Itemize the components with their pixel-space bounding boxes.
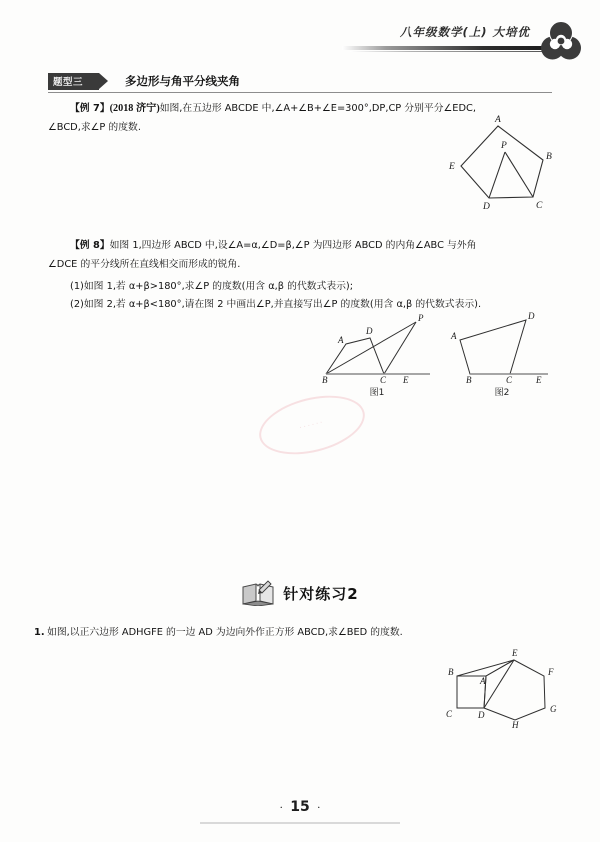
figure-label-E: E: [449, 162, 455, 172]
example-8-question-1: [48, 277, 518, 296]
figure-label-P: P: [501, 141, 507, 151]
hexagon-label-G: G: [550, 704, 557, 714]
example-8-label: 【例 8】: [70, 240, 110, 251]
figure1-label-A: A: [338, 335, 344, 345]
figure-hexagon-ADHGFE: [440, 646, 568, 728]
example-7-source: (2018 济宁): [109, 103, 160, 114]
example-8-q1-text: (1)如图 1,若 α+β>180°,求∠P 的度数(用含 α,β 的代数式表示);: [70, 281, 354, 292]
figure-2: [448, 312, 556, 398]
figure-label-D: D: [483, 202, 490, 212]
footer-dot-left: ·: [279, 800, 284, 814]
hexagon-label-A: A: [480, 676, 486, 686]
header-title: 八年级数学(上) 大培优: [399, 25, 530, 39]
practice-q1-number: 1.: [34, 627, 45, 638]
figure2-label-E: E: [536, 375, 542, 384]
figure-1: [318, 312, 436, 398]
practice-question-1: [34, 623, 514, 642]
hexagon-label-B: B: [448, 667, 454, 677]
example-8-text: [48, 236, 518, 274]
figure1-label-D: D: [366, 326, 373, 336]
hexagon-label-H: H: [512, 720, 519, 728]
topic-header: [48, 72, 240, 90]
practice-title: 针对练习2: [283, 584, 359, 603]
example-7-label: 【例 7】: [70, 103, 110, 114]
figure-label-C: C: [536, 201, 543, 211]
hexagon-label-C: C: [446, 709, 453, 719]
figure1-label-C: C: [380, 375, 387, 384]
header-rule: [342, 46, 544, 50]
figure-pentagon-ABCDE: [443, 112, 563, 216]
figure-label-B: B: [546, 152, 552, 162]
figure2-label-C: C: [506, 375, 513, 384]
page-number: 15: [290, 799, 310, 815]
example-8-line2: ∠DCE 的平分线所在直线相交而形成的锐角.: [48, 259, 241, 270]
practice-q1-text: 如图,以正六边形 ADHGFE 的一边 AD 为边向外作正方形 ABCD,求∠BED 的度数.: [47, 627, 403, 638]
practice-section-header: [0, 580, 600, 606]
figure2-label-A: A: [451, 331, 457, 341]
figure1-label-P: P: [418, 313, 424, 323]
example-7-line2: ∠BCD,求∠P 的度数.: [48, 122, 141, 133]
example-7-line1: 如图,在五边形 ABCDE 中,∠A+∠B+∠E=300°,DP,CP 分别平分∠EDC,: [159, 103, 476, 114]
example-8-q2-text: (2)如图 2,若 α+β<180°,请在图 2 中画出∠P,并直接写出∠P 的度数(用含 α,β 的代数式表示).: [70, 299, 482, 310]
three-circles-logo-icon: [540, 20, 582, 62]
footer-divider: [200, 822, 400, 824]
topic-divider: [48, 92, 552, 93]
watermark-text: ······: [298, 418, 326, 432]
footer-dot-right: ·: [316, 800, 321, 814]
topic-tag: 题型三: [48, 73, 99, 90]
example-8-line1: 如图 1,四边形 ABCD 中,设∠A=α,∠D=β,∠P 为四边形 ABCD 的内角∠ABC 与外角: [109, 240, 477, 251]
figure2-label-B: B: [466, 375, 472, 384]
hexagon-label-E: E: [512, 648, 518, 658]
page-footer: [0, 798, 600, 816]
topic-title: 多边形与角平分线夹角: [125, 74, 241, 88]
figure1-label-B: B: [322, 375, 328, 384]
open-book-icon: [241, 580, 275, 606]
page-header: [342, 18, 582, 66]
hexagon-label-F: F: [548, 667, 554, 677]
figure-1-caption: 图1: [369, 388, 385, 398]
figure1-label-E: E: [403, 375, 409, 384]
figure-label-A: A: [495, 115, 501, 125]
header-rule-thin: [350, 51, 544, 52]
figure-2-caption: 图2: [494, 388, 510, 398]
hexagon-label-D: D: [478, 710, 485, 720]
figure2-label-D: D: [528, 312, 535, 321]
